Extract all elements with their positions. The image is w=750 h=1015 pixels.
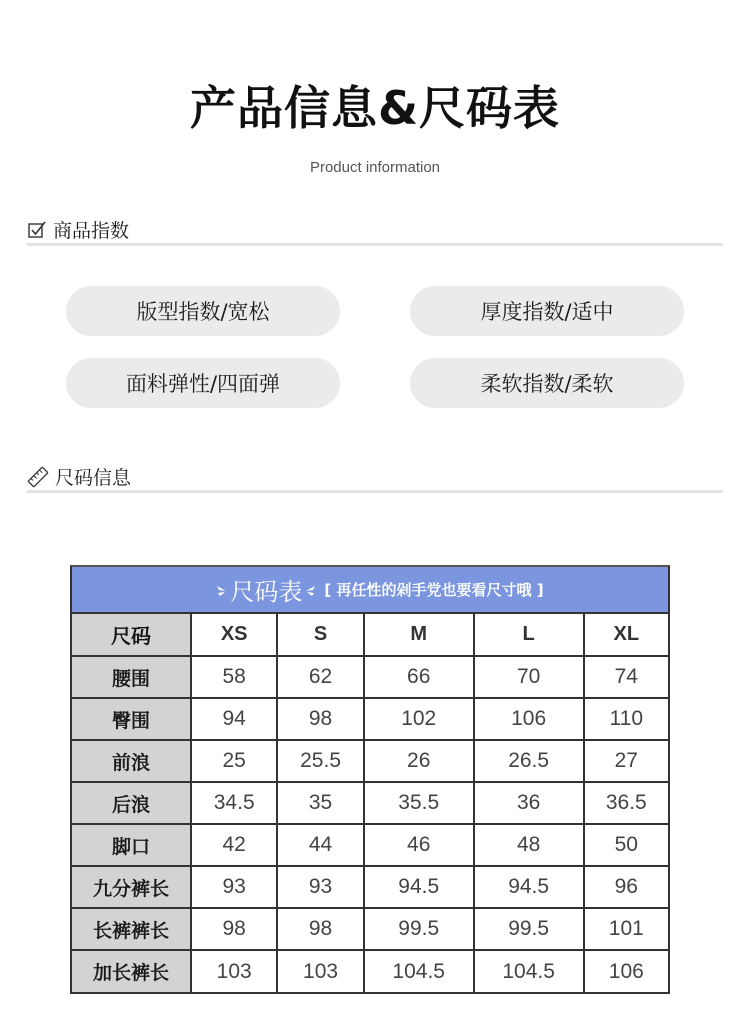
table-cell: 104.5 [474, 950, 584, 992]
row-label: 九分裤长 [72, 866, 191, 908]
table-header-row [72, 614, 668, 656]
table-row [72, 908, 668, 950]
table-cell: 98 [277, 698, 363, 740]
size-chart-note: [ 再任性的剁手党也要看尺寸哦 ] [324, 581, 544, 599]
table-cell: 96 [584, 866, 668, 908]
table-cell: 70 [474, 656, 584, 698]
ruler-icon [27, 466, 49, 488]
table-cell: 93 [191, 866, 277, 908]
header-cell: 尺码 [72, 614, 191, 656]
table-cell: 34.5 [191, 782, 277, 824]
sparkle-right-icon [304, 583, 316, 597]
table-cell: 25.5 [277, 740, 363, 782]
row-label: 脚口 [72, 824, 191, 866]
index-pill-elasticity: 面料弹性/四面弹 [66, 358, 340, 408]
table-cell: 98 [191, 908, 277, 950]
row-label: 后浪 [72, 782, 191, 824]
table-cell: 66 [364, 656, 474, 698]
row-label: 加长裤长 [72, 950, 191, 992]
table-cell: 35.5 [364, 782, 474, 824]
row-label: 前浪 [72, 740, 191, 782]
checkbox-checked-icon [27, 220, 47, 240]
table-cell: 110 [584, 698, 668, 740]
section-header-size-info [27, 463, 723, 493]
table-cell: 50 [584, 824, 668, 866]
table-cell: 26 [364, 740, 474, 782]
index-pill-fit: 版型指数/宽松 [66, 286, 340, 336]
index-pill-thickness: 厚度指数/适中 [410, 286, 684, 336]
table-cell: 106 [584, 950, 668, 992]
table-row [72, 782, 668, 824]
section-title: 尺码信息 [55, 467, 132, 489]
table-cell: 27 [584, 740, 668, 782]
table-row [72, 698, 668, 740]
table-cell: 26.5 [474, 740, 584, 782]
table-cell: 102 [364, 698, 474, 740]
table-cell: 99.5 [474, 908, 584, 950]
table-cell: 106 [474, 698, 584, 740]
table-cell: 104.5 [364, 950, 474, 992]
table-cell: 42 [191, 824, 277, 866]
table-cell: 35 [277, 782, 363, 824]
table-row [72, 656, 668, 698]
size-chart [70, 565, 670, 994]
section-header-product-index [27, 216, 723, 246]
table-row [72, 824, 668, 866]
table-cell: 36 [474, 782, 584, 824]
header-cell: XS [191, 614, 277, 656]
table-cell: 99.5 [364, 908, 474, 950]
table-cell: 44 [277, 824, 363, 866]
table-row [72, 866, 668, 908]
table-cell: 36.5 [584, 782, 668, 824]
table-cell: 62 [277, 656, 363, 698]
table-cell: 103 [277, 950, 363, 992]
table-cell: 103 [191, 950, 277, 992]
header-cell: S [277, 614, 363, 656]
table-cell: 94.5 [474, 866, 584, 908]
table-cell: 94 [191, 698, 277, 740]
section-title: 商品指数 [53, 220, 130, 242]
row-label: 腰围 [72, 656, 191, 698]
size-chart-banner [72, 567, 668, 614]
table-cell: 25 [191, 740, 277, 782]
sparkle-left-icon [216, 583, 228, 597]
table-row [72, 950, 668, 992]
table-cell: 93 [277, 866, 363, 908]
table-cell: 94.5 [364, 866, 474, 908]
table-row [72, 740, 668, 782]
table-cell: 58 [191, 656, 277, 698]
table-cell: 98 [277, 908, 363, 950]
size-table [72, 614, 668, 992]
row-label: 臀围 [72, 698, 191, 740]
table-cell: 48 [474, 824, 584, 866]
table-cell: 101 [584, 908, 668, 950]
page-subtitle: Product information [309, 159, 441, 176]
size-chart-title: 尺码表 [230, 578, 303, 606]
header-cell: M [364, 614, 474, 656]
row-label: 长裤裤长 [72, 908, 191, 950]
table-cell: 74 [584, 656, 668, 698]
header-cell: XL [584, 614, 668, 656]
table-cell: 46 [364, 824, 474, 866]
index-pill-softness: 柔软指数/柔软 [410, 358, 684, 408]
page-title: 产品信息&尺码表 [189, 81, 561, 135]
header-cell: L [474, 614, 584, 656]
